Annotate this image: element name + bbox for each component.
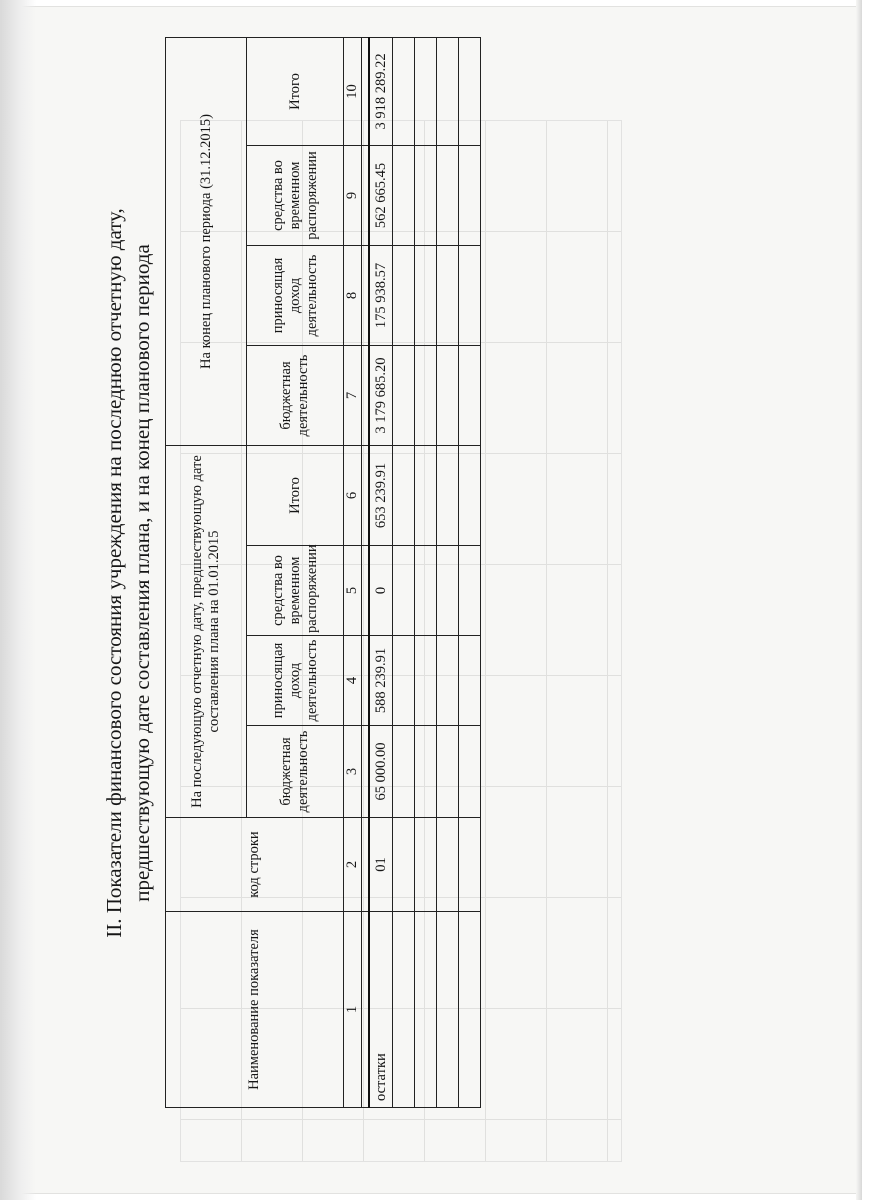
column-number: 7	[344, 346, 362, 446]
header-group-period-end: На конец планового периода (31.12.2015)	[166, 37, 247, 445]
cell-value: 3 179 685.20	[369, 346, 393, 446]
empty-row	[393, 37, 415, 1107]
header-budget-activity: бюджетная деятельность	[247, 726, 344, 818]
page-edge	[856, 0, 862, 1200]
header-temporary-funds: средства во временном распоряжении	[247, 546, 344, 636]
row-name: остатки	[369, 912, 393, 1108]
column-number: 2	[344, 818, 362, 912]
header-row-code: код строки	[166, 818, 344, 912]
header-total: Итого	[247, 37, 344, 145]
header-budget-activity: бюджетная деятельность	[247, 346, 344, 446]
table-row	[369, 37, 393, 1107]
column-number: 1	[344, 912, 362, 1108]
header-income-activity: приносящая доход деятельность	[247, 246, 344, 346]
header-temporary-funds: средства во временном распоряжении	[247, 146, 344, 246]
cell-value: 3 918 289.22	[369, 37, 393, 145]
cell-value: 588 239.91	[369, 636, 393, 726]
column-number: 4	[344, 636, 362, 726]
header-total: Итого	[247, 446, 344, 546]
row-code: 01	[369, 818, 393, 912]
cell-value: 0	[369, 546, 393, 636]
title-line-1: II. Показатели финансового состояния учреждения на последнюю отчетную дату,	[102, 208, 126, 938]
cell-value: 175 938.57	[369, 246, 393, 346]
header-indicator-name: Наименование показателя	[166, 912, 344, 1108]
header-group-last-report: На последующую отчетную дату, предшествующую дате составления плана на 01.01.2015	[166, 446, 247, 818]
scan-shadow	[0, 0, 36, 1200]
column-number: 10	[344, 37, 362, 145]
rotated-document	[100, 38, 460, 1108]
empty-row	[415, 37, 437, 1107]
empty-row	[459, 37, 481, 1107]
column-number: 3	[344, 726, 362, 818]
cell-value: 562 665.45	[369, 146, 393, 246]
empty-row	[437, 37, 459, 1107]
header-income-activity: приносящая доход деятельность	[247, 636, 344, 726]
column-number: 8	[344, 246, 362, 346]
cell-value: 65 000.00	[369, 726, 393, 818]
title-line-2: предшествующую дате составления плана, и на конец планового периода	[130, 244, 154, 902]
column-number: 6	[344, 446, 362, 546]
column-number: 9	[344, 146, 362, 246]
financial-state-table	[165, 37, 481, 1108]
column-number: 5	[344, 546, 362, 636]
section-title	[100, 38, 156, 1108]
cell-value: 653 239.91	[369, 446, 393, 546]
